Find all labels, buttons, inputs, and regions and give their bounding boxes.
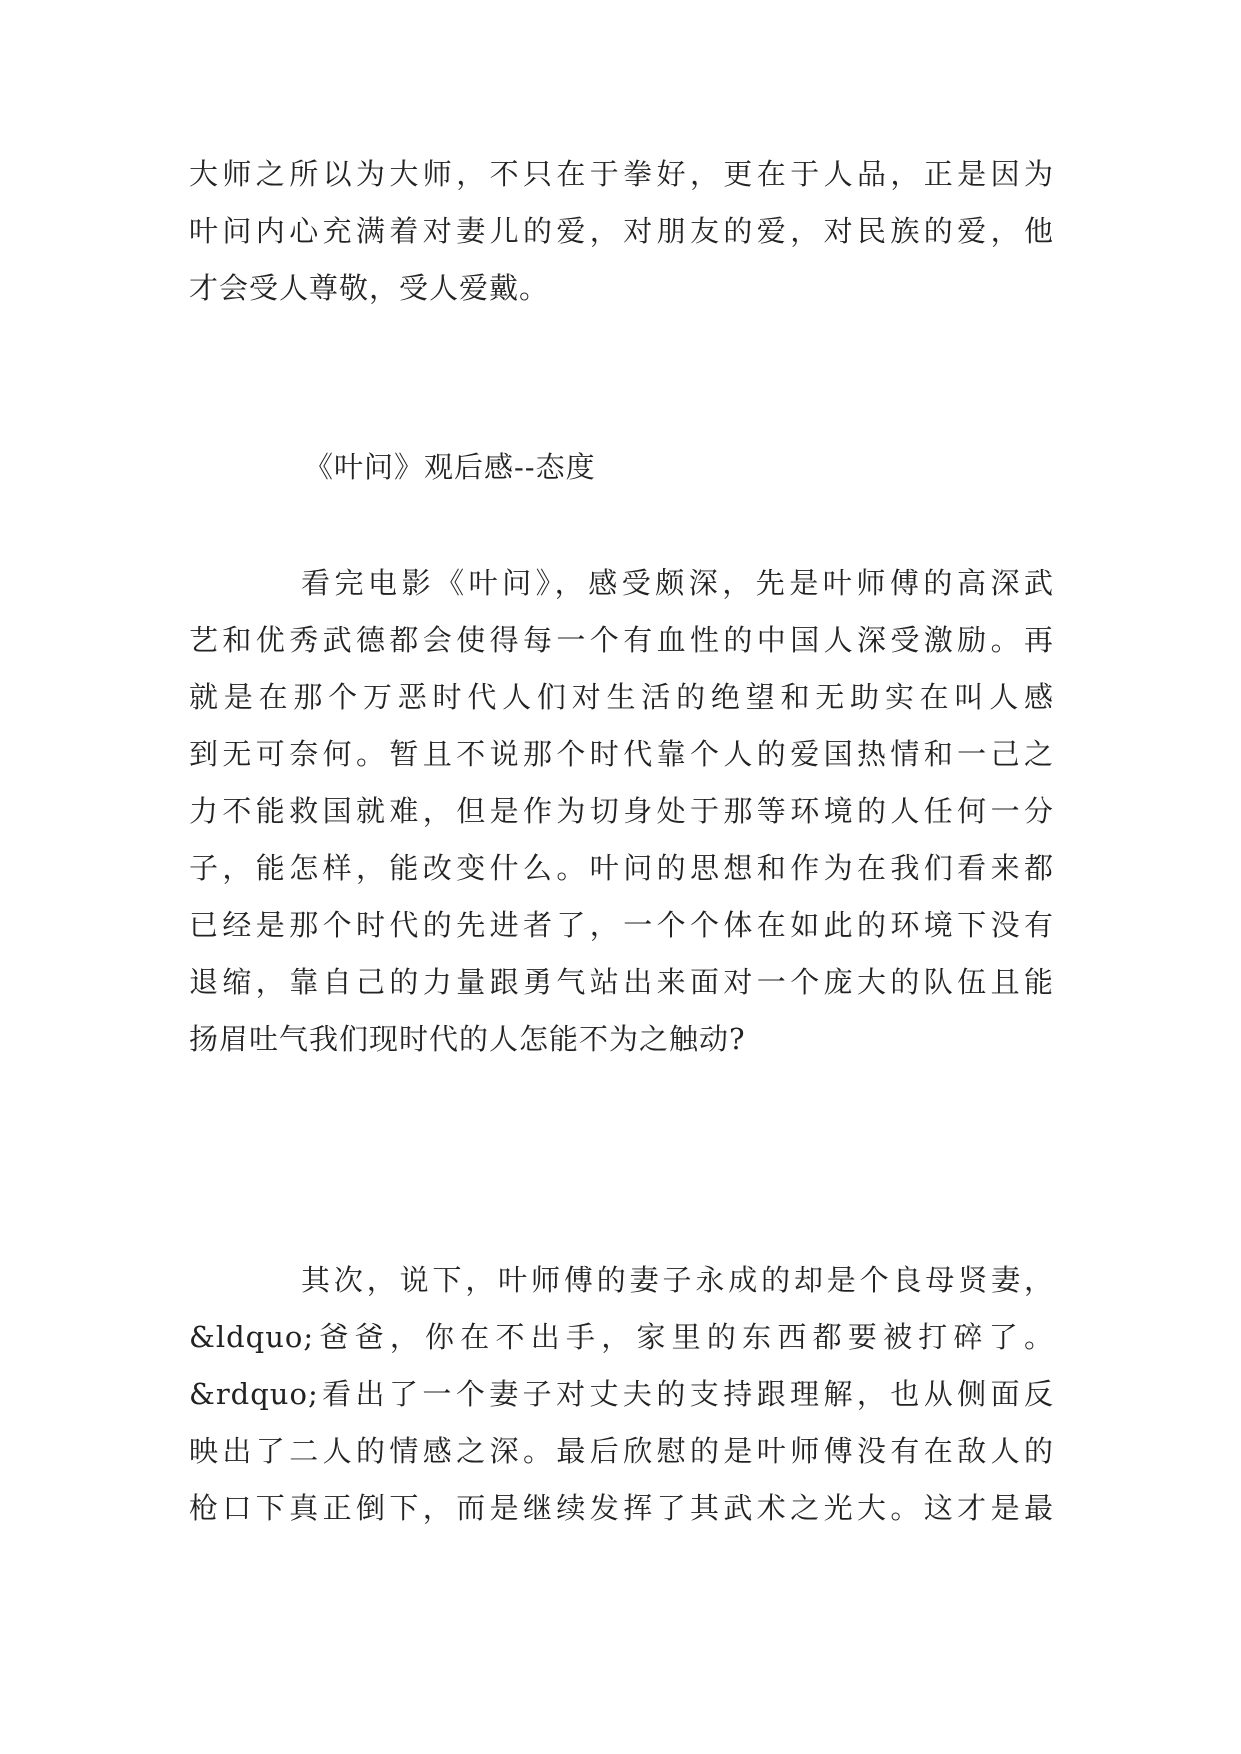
section-title: 《叶问》观后感--态度 bbox=[304, 450, 596, 484]
paragraph-line: 已经是那个时代的先进者了，一个个体在如此的环境下没有 bbox=[189, 908, 1054, 942]
paragraph-line: 枪口下真正倒下，而是继续发挥了其武术之光大。这才是最 bbox=[189, 1491, 1054, 1525]
paragraph-line: 退缩，靠自己的力量跟勇气站出来面对一个庞大的队伍且能 bbox=[189, 965, 1054, 999]
paragraph-2 bbox=[189, 555, 1054, 1068]
paragraph-line: 艺和优秀武德都会使得每一个有血性的中国人深受激励。再 bbox=[189, 623, 1054, 657]
paragraph-line: 才会受人尊敬，受人爱戴。 bbox=[189, 271, 550, 305]
paragraph-line: 到无可奈何。暂且不说那个时代靠个人的爱国热情和一己之 bbox=[189, 737, 1054, 771]
paragraph-line: &rdquo;看出了一个妻子对丈夫的支持跟理解，也从侧面反 bbox=[189, 1377, 1054, 1411]
paragraph-line: 就是在那个万恶时代人们对生活的绝望和无助实在叫人感 bbox=[189, 680, 1054, 714]
paragraph-line: 看完电影《叶问》，感受颇深，先是叶师傅的高深武 bbox=[301, 566, 1054, 600]
paragraph-line: 力不能救国就难，但是作为切身处于那等环境的人任何一分 bbox=[189, 794, 1054, 828]
paragraph-line: &ldquo;爸爸，你在不出手，家里的东西都要被打碎了。 bbox=[189, 1320, 1054, 1354]
paragraph-line: 子，能怎样，能改变什么。叶问的思想和作为在我们看来都 bbox=[189, 851, 1054, 885]
paragraph-line: 大师之所以为大师，不只在于拳好，更在于人品，正是因为 bbox=[189, 157, 1054, 191]
paragraph-line: 扬眉吐气我们现时代的人怎能不为之触动? bbox=[189, 1022, 746, 1056]
paragraph-line: 其次，说下，叶师傅的妻子永成的却是个良母贤妻， bbox=[301, 1263, 1054, 1297]
paragraph-1 bbox=[189, 146, 1054, 317]
paragraph-3 bbox=[189, 1252, 1054, 1537]
paragraph-line: 映出了二人的情感之深。最后欣慰的是叶师傅没有在敌人的 bbox=[189, 1434, 1054, 1468]
paragraph-line: 叶问内心充满着对妻儿的爱，对朋友的爱，对民族的爱，他 bbox=[189, 214, 1054, 248]
